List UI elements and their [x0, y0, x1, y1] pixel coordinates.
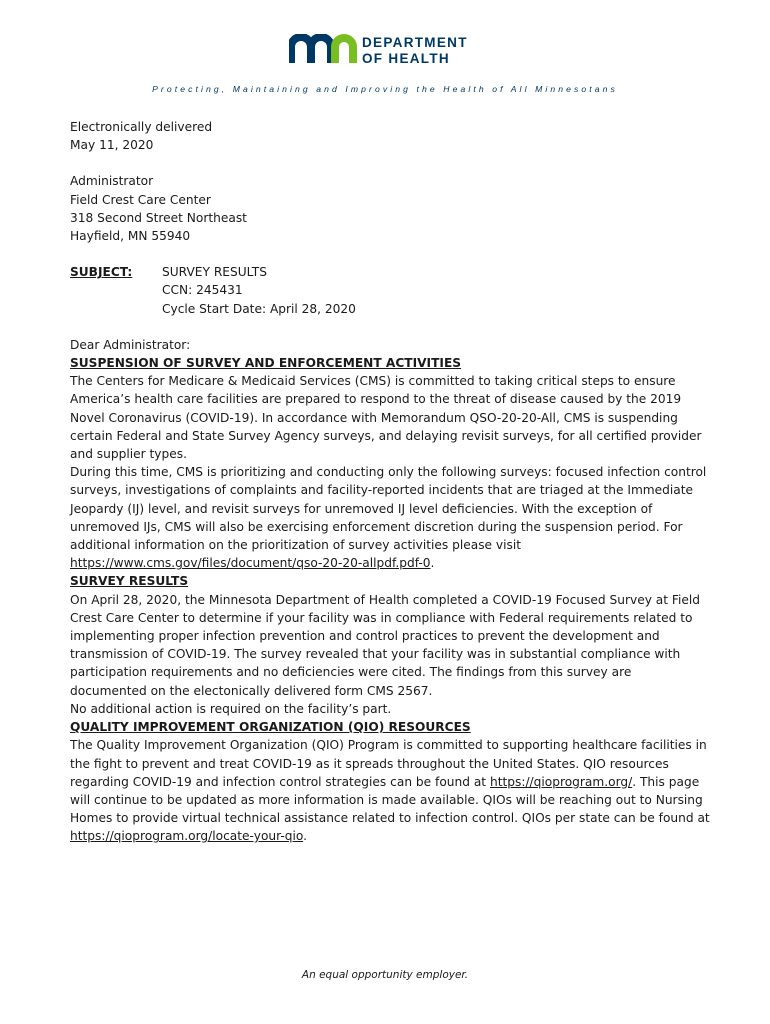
subject-line: Cycle Start Date: April 28, 2020	[162, 301, 356, 316]
section-heading-results: SURVEY RESULTS	[70, 574, 189, 589]
qio-locate-link[interactable]: https://qioprogram.org/locate-your-qio	[70, 829, 304, 844]
address-line: Field Crest Care Center	[70, 192, 211, 207]
logo-text	[362, 35, 468, 67]
qio-text-a: The Quality Improvement Organization (QIO) Program is committed to supporting healthcare facilities in the fight to prevent and treat COVID-19 as it spreads throughout the United States. QIO resources regarding COVID-19 and infection control strategies can be found at	[70, 738, 707, 789]
delivery-block	[70, 118, 710, 154]
section-heading-qio: QUALITY IMPROVEMENT ORGANIZATION (QIO) RESOURCES	[70, 720, 471, 735]
address-line: Administrator	[70, 174, 154, 189]
qio-program-link[interactable]: https://qioprogram.org/	[489, 774, 633, 789]
logo-line-1: DEPARTMENT	[362, 35, 468, 50]
subject-line: SURVEY RESULTS	[162, 265, 267, 280]
qio-text-b: . This page will continue to be updated as more information is made available. QIOs will be reaching out to Nursing Homes to provide virtual technical assistance related to infection control. QIOs per state can be found at	[70, 774, 710, 826]
letter-date: May 11, 2020	[70, 138, 154, 153]
subject-label: SUBJECT:	[70, 265, 133, 280]
letter-body	[70, 118, 710, 846]
mn-logo-icon	[289, 34, 357, 64]
tagline: Protecting, Maintaining and Improving the Health of All Minnesotans	[152, 84, 618, 94]
section-heading-suspension: SUSPENSION OF SURVEY AND ENFORCEMENT ACTIVITIES	[70, 356, 462, 371]
suspension-paragraph-2	[70, 463, 710, 572]
qio-paragraph	[70, 736, 710, 845]
address-line: Hayfield, MN 55940	[70, 229, 191, 244]
delivery-method: Electronically delivered	[70, 120, 213, 134]
salutation: Dear Administrator:	[70, 337, 191, 352]
mdh-logo	[289, 34, 489, 68]
subject-lines	[162, 263, 356, 318]
results-paragraph-2: No additional action is required on the facility’s part.	[70, 701, 392, 716]
punctuation: .	[303, 829, 307, 844]
footer-equal-opportunity: An equal opportunity employer.	[301, 969, 469, 981]
subject-block	[70, 263, 710, 318]
results-paragraph-1: On April 28, 2020, the Minnesota Department of Health completed a COVID-19 Focused Survey at Field Crest Care Center to determine if your facility was in compliance with Federal requirements related to implementing proper infection prevention and control practices to prevent the development and transmission of COVID-19. The survey revealed that your facility was in substantial compliance with participation requirements and no deficiencies were cited. The findings from this survey are documented on the electonically delivered form CMS 2567.	[70, 592, 701, 698]
suspension-text: During this time, CMS is prioritizing and conducting only the following surveys: focused infection control surveys, investigations of complaints and facility-reported incidents that are triaged at the Immediate Jeopardy (IJ) level, and revisit surveys for unremoved IJ level deficiencies. With the exception of unremoved IJs, CMS will also be exercising enforcement discretion during the suspension period. For additional information on the prioritization of survey activities please visit	[70, 465, 707, 553]
address-line: 318 Second Street Northeast	[70, 210, 247, 225]
recipient-address	[70, 172, 710, 245]
suspension-paragraph-1: The Centers for Medicare & Medicaid Services (CMS) is committed to taking critical steps to ensure America’s health care facilities are prepared to respond to the threat of disease caused by the 2019 Novel Coronavirus (COVID-19). In accordance with Memorandum QSO-20-20-All, CMS is suspending certain Federal and State Survey Agency surveys, and delaying revisit surveys, for all certified provider and supplier types.	[70, 374, 702, 462]
subject-line: CCN: 245431	[162, 283, 243, 298]
logo-line-2: OF HEALTH	[362, 51, 450, 66]
cms-memo-link[interactable]: https://www.cms.gov/files/document/qso-20-20-allpdf.pdf-0	[70, 556, 431, 571]
punctuation: .	[430, 556, 435, 571]
